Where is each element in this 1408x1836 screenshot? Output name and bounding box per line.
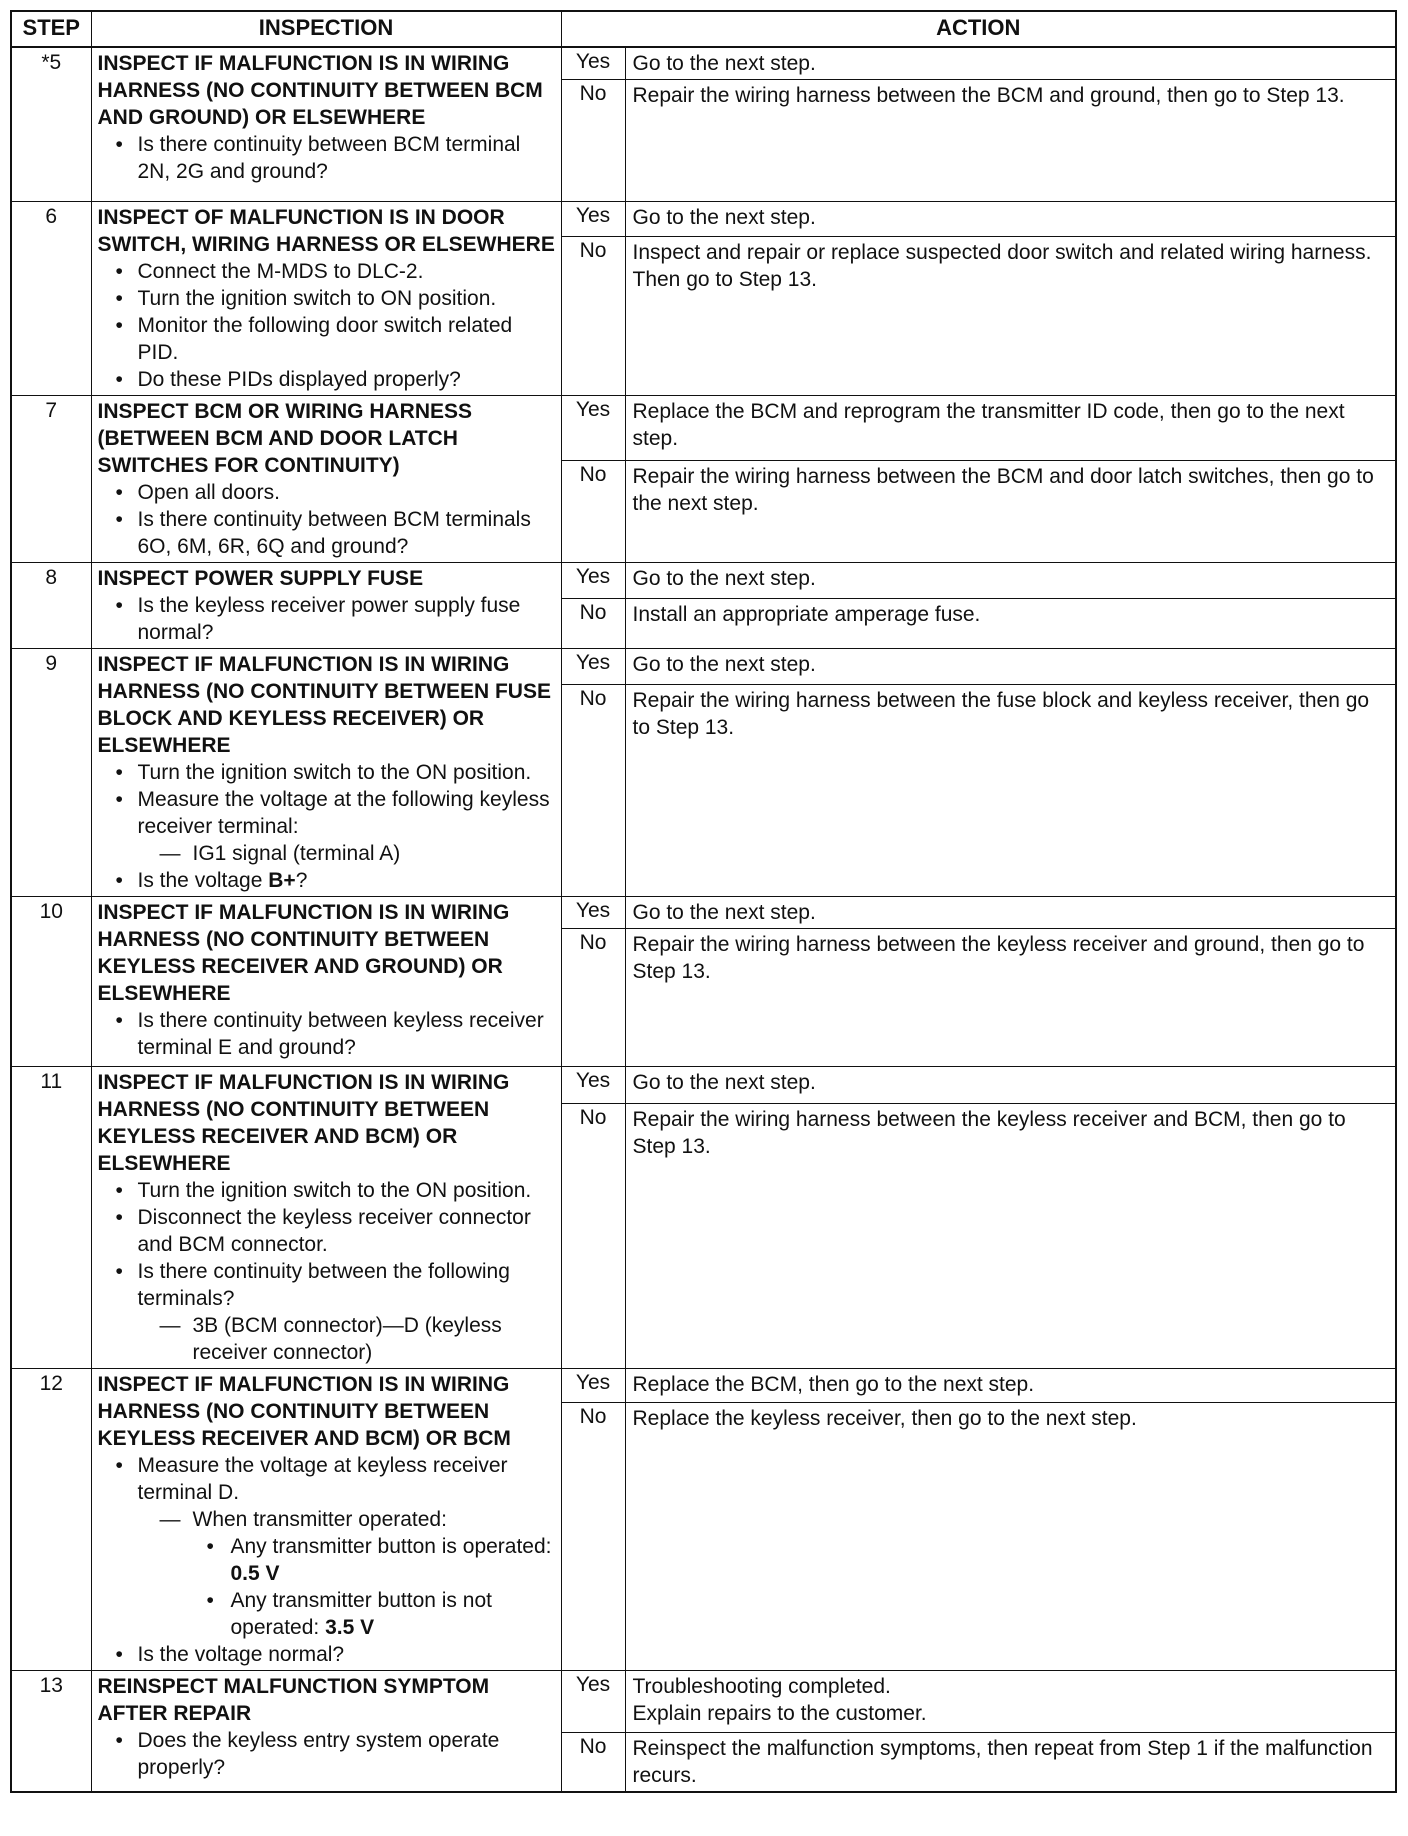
step-10-row-yes <box>11 897 1396 929</box>
inspection-condition <box>207 1587 556 1641</box>
inspection-cell <box>91 563 561 649</box>
condition-value: 0.5 V <box>230 1562 280 1585</box>
inspection-title: INSPECT IF MALFUNCTION IS IN WIRING HARNESS (NO CONTINUITY BETWEEN KEYLESS RECEIVER AND BCM) OR ELSEWHERE <box>97 1071 510 1175</box>
inspection-steps <box>98 592 556 646</box>
inspection-step: • Is there continuity between keyless receiver terminal E and ground? <box>116 1007 556 1061</box>
inspection-step <box>116 1452 556 1641</box>
step-number: 13 <box>11 1671 91 1793</box>
step-number: 9 <box>11 649 91 897</box>
yes-action: Go to the next step. <box>625 202 1396 237</box>
inspection-steps <box>98 1727 556 1781</box>
yes-label: Yes <box>561 649 625 685</box>
yes-action: Go to the next step. <box>625 897 1396 929</box>
no-action: Repair the wiring harness between the fuse block and keyless receiver, then go to Step 13. <box>625 684 1396 896</box>
step-13-row-yes <box>11 1671 1396 1733</box>
no-label: No <box>561 929 625 1067</box>
step-number: 7 <box>11 396 91 563</box>
yes-action-cell <box>625 1671 1396 1733</box>
inspection-cell <box>91 897 561 1067</box>
no-action: Repair the wiring harness between the keyless receiver and ground, then go to Step 13. <box>625 929 1396 1067</box>
inspection-step: • Turn the ignition switch to the ON position. <box>116 1177 556 1204</box>
no-label: No <box>561 461 625 563</box>
yes-label: Yes <box>561 1671 625 1733</box>
no-action: Replace the keyless receiver, then go to the next step. <box>625 1403 1396 1671</box>
inspection-step: • Is there continuity between BCM terminals 6O, 6M, 6R, 6Q and ground? <box>116 506 556 560</box>
yes-action: Go to the next step. <box>625 1067 1396 1104</box>
inspection-steps <box>98 479 556 560</box>
inspection-substep: — IG1 signal (terminal A) <box>160 840 556 867</box>
inspection-cell <box>91 47 561 202</box>
troubleshooting-table <box>10 10 1397 1793</box>
no-action: Repair the wiring harness between the keyless receiver and BCM, then go to Step 13. <box>625 1103 1396 1368</box>
inspection-step: • Open all doors. <box>116 479 556 506</box>
inspection-step: • Monitor the following door switch related PID. <box>116 312 556 366</box>
inspection-title: INSPECT IF MALFUNCTION IS IN WIRING HARNESS (NO CONTINUITY BETWEEN FUSE BLOCK AND KEYLESS RECEIVER) OR ELSEWHERE <box>97 653 551 757</box>
inspection-title: INSPECT IF MALFUNCTION IS IN WIRING HARNESS (NO CONTINUITY BETWEEN KEYLESS RECEIVER AND GROUND) OR ELSEWHERE <box>97 901 510 1005</box>
no-label: No <box>561 1403 625 1671</box>
step-11-row-yes <box>11 1067 1396 1104</box>
inspection-substeps <box>138 1506 556 1641</box>
step-number: *5 <box>11 47 91 202</box>
condition-value: 3.5 V <box>325 1616 375 1639</box>
yes-label: Yes <box>561 897 625 929</box>
step-7-row-yes <box>11 396 1396 461</box>
no-action-followup: Then go to Step 13. <box>632 267 817 291</box>
no-label: No <box>561 598 625 648</box>
step-9-row-yes <box>11 649 1396 685</box>
inspection-steps <box>98 1007 556 1061</box>
inspection-substep <box>160 1506 556 1641</box>
inspection-step: • Disconnect the keyless receiver connector and BCM connector. <box>116 1204 556 1258</box>
inspection-step: • Is there continuity between BCM terminal 2N, 2G and ground? <box>116 131 556 185</box>
inspection-step-text: Measure the voltage at the following keyless receiver terminal: <box>137 788 550 838</box>
inspection-header: INSPECTION <box>91 11 561 47</box>
inspection-title: INSPECT IF MALFUNCTION IS IN WIRING HARNESS (NO CONTINUITY BETWEEN KEYLESS RECEIVER AND BCM) OR BCM <box>97 1373 511 1450</box>
step-number: 8 <box>11 563 91 649</box>
inspection-cell <box>91 649 561 897</box>
inspection-step: • Turn the ignition switch to ON position. <box>116 285 556 312</box>
inspection-step: • Is the voltage normal? <box>116 1641 556 1668</box>
inspection-step: • Do these PIDs displayed properly? <box>116 366 556 393</box>
step-12-row-yes <box>11 1369 1396 1403</box>
yes-action: Go to the next step. <box>625 47 1396 80</box>
inspection-step <box>116 1258 556 1366</box>
inspection-steps <box>98 759 556 894</box>
inspection-step: • Turn the ignition switch to the ON position. <box>116 759 556 786</box>
step-6-row-yes <box>11 202 1396 237</box>
step-header: STEP <box>11 11 91 47</box>
inspection-steps <box>98 258 556 393</box>
yes-action: Troubleshooting completed. <box>632 1675 891 1698</box>
inspection-steps <box>98 1177 556 1366</box>
yes-label: Yes <box>561 1369 625 1403</box>
inspection-substeps <box>138 840 556 867</box>
inspection-step <box>116 786 556 867</box>
yes-label: Yes <box>561 202 625 237</box>
no-label: No <box>561 684 625 896</box>
no-label: No <box>561 80 625 202</box>
step-number: 6 <box>11 202 91 396</box>
inspection-title: INSPECT IF MALFUNCTION IS IN WIRING HARNESS (NO CONTINUITY BETWEEN BCM AND GROUND) OR ELSEWHERE <box>97 52 543 129</box>
inspection-substep: — 3B (BCM connector)—D (keyless receiver connector) <box>160 1312 556 1366</box>
inspection-title: INSPECT OF MALFUNCTION IS IN DOOR SWITCH, WIRING HARNESS OR ELSEWHERE <box>97 206 555 256</box>
yes-action: Go to the next step. <box>625 563 1396 599</box>
inspection-step: • Connect the M-MDS to DLC-2. <box>116 258 556 285</box>
inspection-conditions <box>193 1533 556 1641</box>
inspection-cell <box>91 396 561 563</box>
inspection-condition <box>207 1533 556 1587</box>
step-8-row-yes <box>11 563 1396 599</box>
inspection-substeps <box>138 1312 556 1366</box>
inspection-step-value: B+ <box>268 869 296 892</box>
inspection-steps <box>98 131 556 185</box>
no-action-cell <box>625 236 1396 395</box>
no-label: No <box>561 236 625 395</box>
inspection-cell <box>91 1369 561 1671</box>
inspection-cell <box>91 202 561 396</box>
yes-label: Yes <box>561 47 625 80</box>
no-action: Repair the wiring harness between the BCM and door latch switches, then go to the next step. <box>625 461 1396 563</box>
inspection-steps <box>98 1452 556 1668</box>
yes-label: Yes <box>561 563 625 599</box>
inspection-title: REINSPECT MALFUNCTION SYMPTOM AFTER REPAIR <box>97 1675 490 1725</box>
step-number: 11 <box>11 1067 91 1369</box>
yes-action-followup: Explain repairs to the customer. <box>632 1702 927 1725</box>
no-label: No <box>561 1733 625 1793</box>
step-5-row-yes <box>11 47 1396 80</box>
troubleshooting-document <box>10 10 1395 1793</box>
yes-action: Replace the BCM, then go to the next step. <box>625 1369 1396 1403</box>
yes-label: Yes <box>561 1067 625 1104</box>
no-action: Install an appropriate amperage fuse. <box>625 598 1396 648</box>
condition-text: Any transmitter button is not operated: <box>230 1589 492 1639</box>
inspection-step: • Does the keyless entry system operate properly? <box>116 1727 556 1781</box>
inspection-step-suffix: ? <box>295 869 308 892</box>
step-number: 10 <box>11 897 91 1067</box>
inspection-title: INSPECT POWER SUPPLY FUSE <box>97 567 424 590</box>
no-action: Inspect and repair or replace suspected door switch and related wiring harness. <box>632 240 1372 264</box>
inspection-title: INSPECT BCM OR WIRING HARNESS (BETWEEN BCM AND DOOR LATCH SWITCHES FOR CONTINUITY) <box>97 400 473 477</box>
inspection-substep-text: When transmitter operated: <box>192 1508 447 1531</box>
action-header: ACTION <box>561 11 1396 47</box>
inspection-step <box>116 867 556 894</box>
step-number: 12 <box>11 1369 91 1671</box>
inspection-cell <box>91 1067 561 1369</box>
no-action: Repair the wiring harness between the BCM and ground, then go to Step 13. <box>625 80 1396 202</box>
inspection-step-text: Is the voltage <box>137 869 269 892</box>
inspection-step-text: Measure the voltage at keyless receiver terminal D. <box>137 1454 508 1504</box>
yes-label: Yes <box>561 396 625 461</box>
inspection-step: • Is the keyless receiver power supply fuse normal? <box>116 592 556 646</box>
inspection-step-text: Is there continuity between the following terminals? <box>137 1260 510 1310</box>
no-action: Reinspect the malfunction symptoms, then repeat from Step 1 if the malfunction recurs. <box>625 1733 1396 1793</box>
no-label: No <box>561 1103 625 1368</box>
condition-text: Any transmitter button is operated: <box>230 1535 552 1558</box>
header-row <box>11 11 1396 47</box>
yes-action: Replace the BCM and reprogram the transmitter ID code, then go to the next step. <box>625 396 1396 461</box>
yes-action: Go to the next step. <box>625 649 1396 685</box>
inspection-cell <box>91 1671 561 1793</box>
